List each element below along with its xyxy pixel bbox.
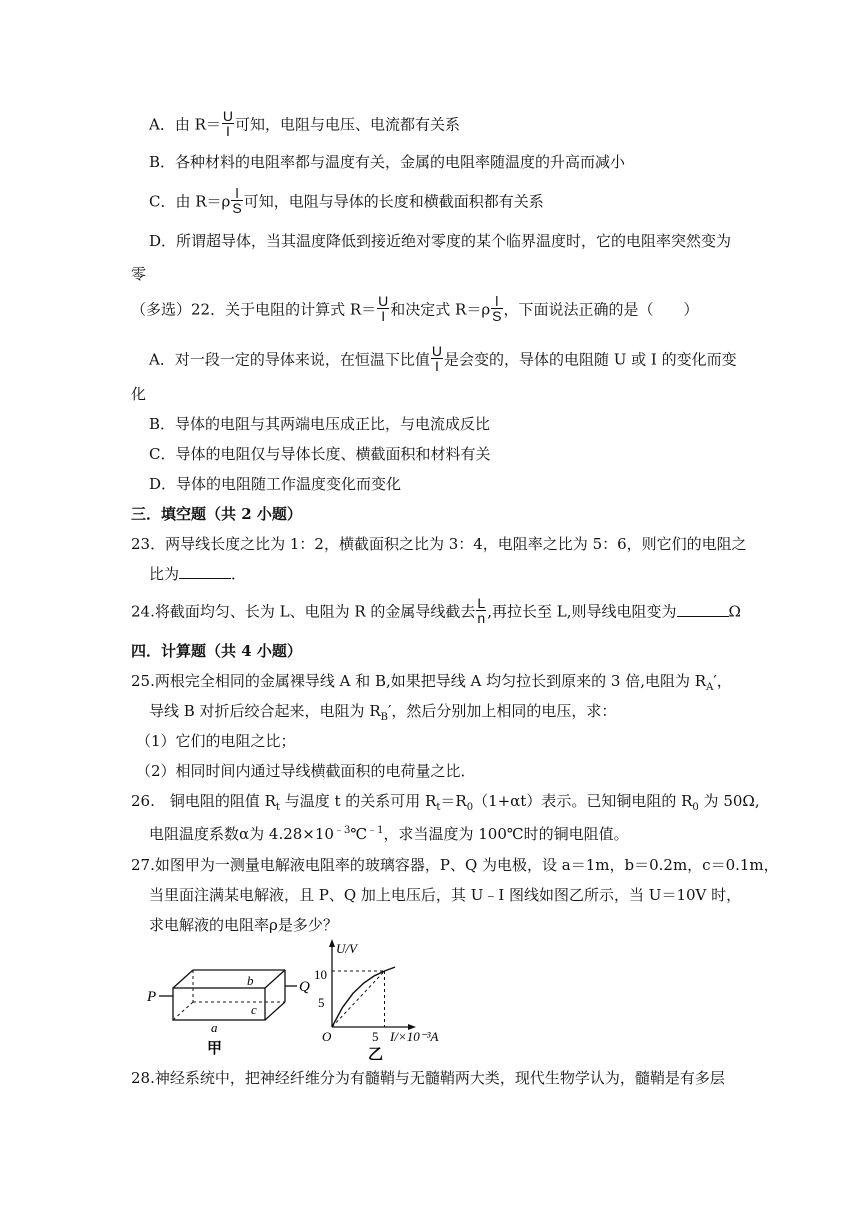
fraction-l-over-s: $\frac{l}{S}$	[492, 293, 502, 324]
q26-text-d: （1+αt）表示。已知铜电阻的 R	[473, 792, 693, 810]
section-heading-calculation: 四．计算题（共 4 小题）	[131, 642, 302, 660]
dashed-chord	[332, 971, 385, 1027]
q25-line2	[149, 701, 616, 728]
q25-line2-end: ′，然后分别加上相同的电压，求：	[387, 702, 617, 720]
q23-line2	[149, 564, 246, 584]
q25-line1-end: ′，	[713, 672, 732, 690]
q27-line2: 当里面注满某电解液，且 P、Q 加上电压后，其 U﹣I 图线如图乙所示，当 U＝10V 时，	[149, 886, 742, 904]
q21-option-d-line1: D．所谓超导体，当其温度降低到接近绝对零度的某个临界温度时，它的电阻率突然变为	[149, 232, 732, 250]
answer-blank	[677, 602, 729, 617]
q27-line3: 求电解液的电阻率ρ是多少？	[149, 916, 338, 934]
q26-line2-b: ℃	[350, 825, 368, 843]
q22-stem-b: 和决定式 R＝ρ	[390, 300, 491, 319]
y-tick-label: 5	[318, 995, 325, 1010]
label-b: b	[247, 973, 254, 988]
section-heading-fill-blank: 三．填空题（共 2 小题）	[131, 505, 302, 523]
subscript-0: 0	[692, 802, 699, 813]
superscript-exp: ﹣1	[367, 825, 384, 836]
q21-c-suffix: 可知，电阻与导体的长度和横截面积都有关系	[243, 192, 544, 211]
q22-option-d: D．导体的电阻随工作温度变化而变化	[149, 475, 402, 493]
q23-line2-prefix: 比为	[149, 565, 180, 583]
q22-stem-a: （多选）22．关于电阻的计算式 R＝	[131, 300, 377, 319]
q22-option-a	[149, 343, 737, 375]
label-c: c	[251, 1002, 257, 1017]
fraction-u-over-i: $\frac{U}{I}$	[378, 293, 389, 324]
q21-option-c	[149, 185, 544, 217]
q22-stem-c: ，下面说法正确的是（ ）	[503, 300, 699, 319]
fraction-l-over-n: $\frac{L}{n}$	[477, 595, 486, 626]
subscript-t: t	[436, 802, 441, 813]
q21-a-suffix: 可知，电阻与电压、电流都有关系	[235, 115, 461, 134]
figure-caption-yi: 乙	[368, 1047, 384, 1060]
fraction-u-over-i: $\frac{U}{I}$	[431, 343, 442, 374]
origin-label: O	[322, 1029, 332, 1044]
q24-text	[131, 595, 741, 627]
q25-line2-text: 导线 B 对折后绞合起来，电阻为 R	[149, 702, 381, 720]
u-i-curve	[332, 967, 395, 1027]
subscript-0: 0	[466, 802, 474, 813]
answer-blank	[179, 564, 231, 579]
q22-option-a-line2: 化	[131, 385, 147, 403]
q21-option-d-line2: 零	[131, 265, 147, 283]
y-axis-arrow-icon	[329, 939, 335, 947]
subscript-a: A	[706, 682, 714, 693]
q26-line2-c: ，求当温度为 100℃时的铜电阻值。	[383, 825, 629, 843]
q21-option-b: B．各种材料的电阻率都与温度有关，金属的电阻率随温度的升高而减小	[149, 153, 626, 171]
q26-text-c: ＝R	[440, 792, 467, 810]
q22-option-c: C．导体的电阻仅与导体长度、横截面积和材料有关	[149, 445, 491, 463]
label-q: Q	[299, 979, 310, 995]
q22-a-suffix: 是会变的，导体的电阻随 U 或 I 的变化而变	[443, 350, 737, 369]
q26-line2	[149, 821, 629, 844]
figure-container-box	[145, 950, 315, 1060]
q26-text-b: 与温度 t 的关系可用 R	[279, 792, 437, 810]
q28-line1: 28.神经系统中，把神经纤维分为有髓鞘与无髓鞘两大类，现代生物学认为，髓鞘是有多层	[131, 1069, 725, 1087]
q21-c-prefix: C．由 R＝ρ	[149, 192, 231, 211]
x-axis-label: I/×10⁻³A	[390, 1029, 439, 1044]
q26-line1	[131, 791, 760, 818]
q23-line1: 23．两导线长度之比为 1：2，横截面积之比为 3：4，电阻率之比为 5：6，则它们的电阻之	[131, 535, 747, 553]
q27-line1: 27.如图甲为一测量电解液电阻率的玻璃容器，P、Q 为电极，设 a＝1m，b＝0.2m，c＝0.1m，	[131, 856, 779, 874]
q22-a-prefix: A．对一段一定的导体来说，在恒温下比值	[149, 350, 430, 369]
label-p: P	[147, 989, 157, 1005]
q24-unit: Ω	[728, 602, 741, 621]
q22-stem	[131, 293, 699, 325]
q25-line1	[131, 671, 732, 698]
q24-prefix: 24.将截面均匀、长为 L、电阻为 R 的金属导线截去	[131, 602, 476, 621]
q26-text-a: 26. 铜电阻的阻值 R	[131, 792, 276, 810]
fraction-u-over-i: $\frac{U}{I}$	[222, 108, 234, 139]
q26-line2-a: 电阻温度系数α为 4.28×10	[149, 825, 334, 843]
q26-text-e: 为 50Ω,	[698, 792, 760, 810]
q21-a-prefix: A．由 R＝	[149, 115, 221, 134]
x-tick-label: 5	[372, 1029, 379, 1044]
y-axis-label: U/V	[336, 941, 357, 956]
superscript-exp: ﹣3	[333, 825, 351, 836]
q23-line2-suffix: ．	[231, 565, 247, 583]
y-tick-label: 10	[314, 967, 327, 982]
q25-sub1: （1）它们的电阻之比；	[136, 732, 296, 750]
subscript-b: B	[380, 712, 388, 723]
figure-caption-jia: 甲	[207, 1041, 223, 1057]
q25-sub2: （2）相同时间内通过导线横截面积的电荷量之比．	[136, 762, 476, 780]
subscript-t: t	[275, 802, 280, 813]
q24-suffix: ,再拉长至 L,则导线电阻变为	[487, 602, 677, 621]
fraction-l-over-s: $\frac{l}{S}$	[232, 185, 242, 216]
q25-line1-text: 25.两根完全相同的金属裸导线 A 和 B,如果把导线 A 均匀拉长到原来的 3 倍,电阻为 R	[131, 672, 707, 690]
label-a: a	[211, 1020, 218, 1035]
q22-option-b: B．导体的电阻与其两端电压成正比，与电流成反比	[149, 415, 491, 433]
q21-option-a	[149, 108, 461, 140]
u-i-graph	[300, 935, 480, 1060]
